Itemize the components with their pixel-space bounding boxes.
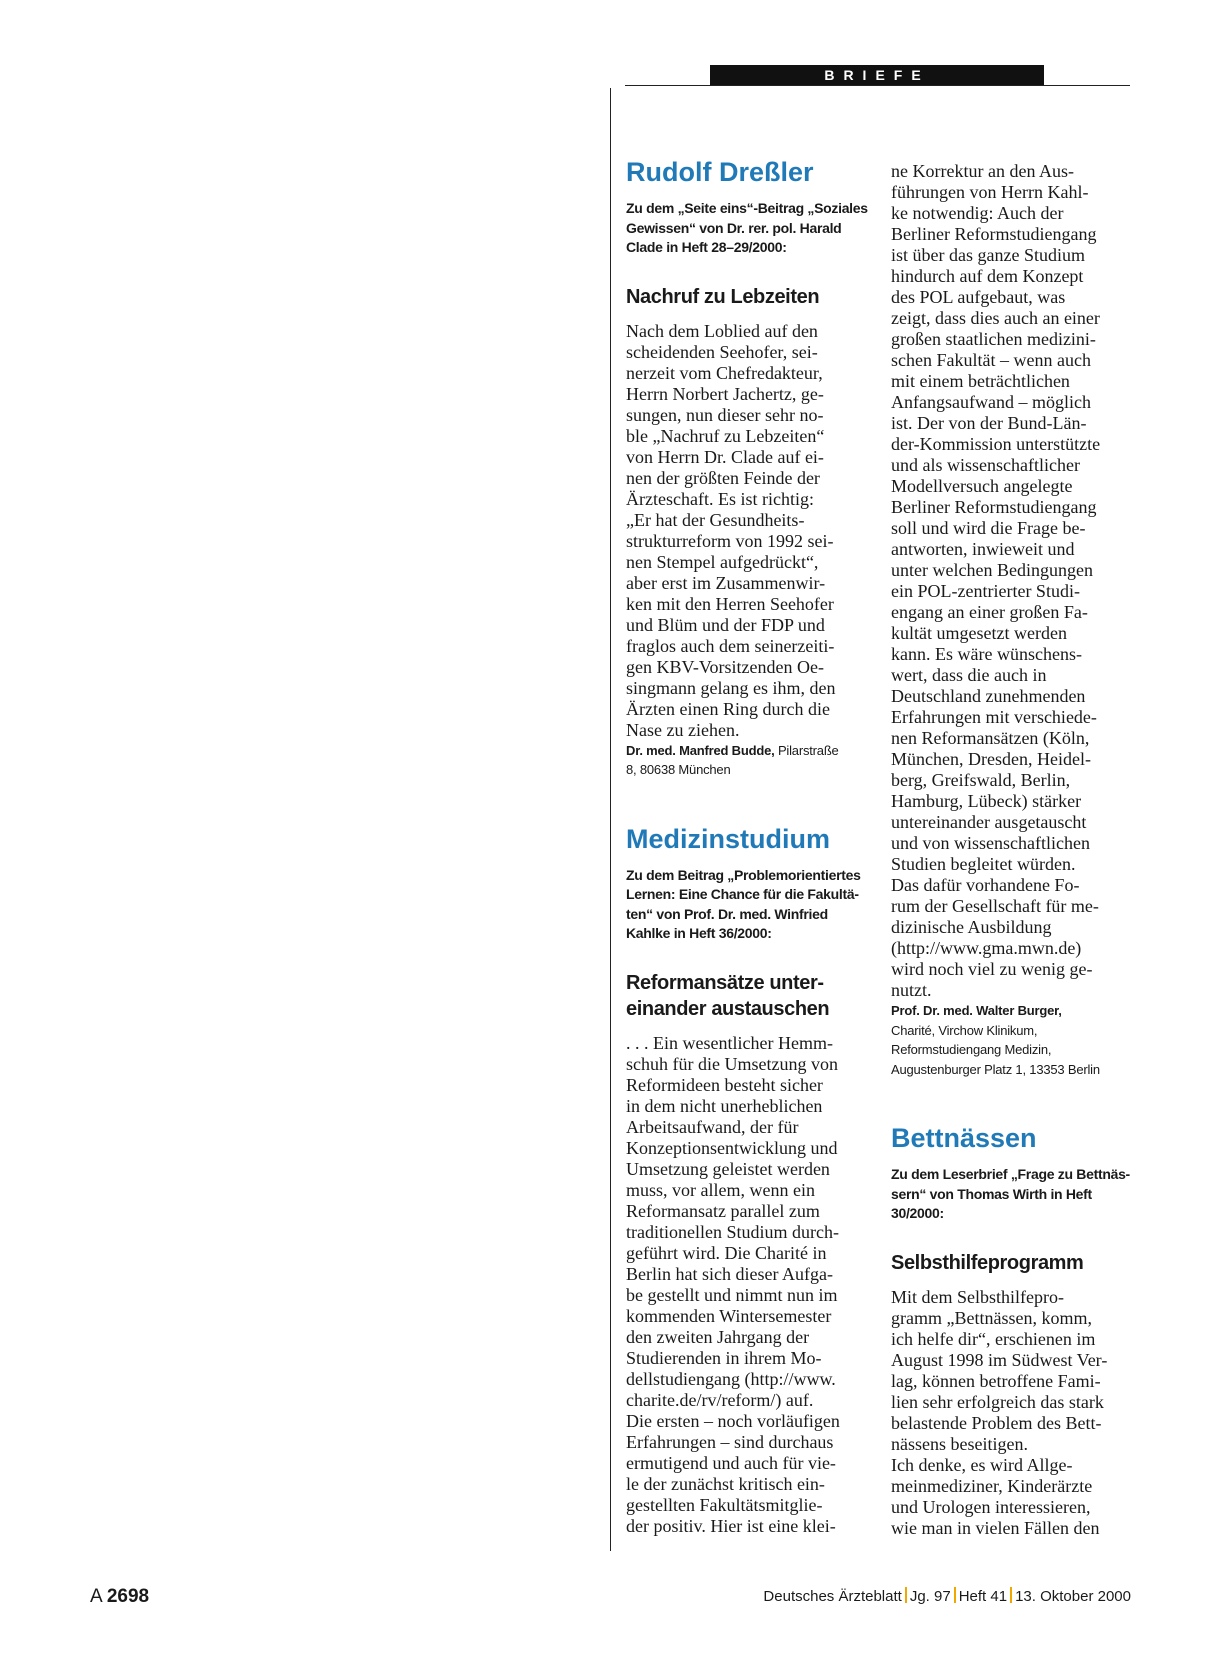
text-line: wie man in vielen Fällen den <box>891 1517 1100 1538</box>
text-line: ble „Nachruf zu Lebzeiten“ <box>626 425 825 446</box>
article-2-signature-line-2: Reformstudiengang Medizin, <box>891 1042 1052 1057</box>
footer-separator <box>1010 1587 1012 1603</box>
article-1-title: Rudolf Dreßler <box>626 157 814 187</box>
column-1 <box>626 155 866 1537</box>
text-line: nen Stempel aufgedrückt“, <box>626 551 819 572</box>
text-line: antworten, inwieweit und <box>891 539 1075 559</box>
article-2-body-part-1 <box>626 1033 866 1537</box>
text-line: Herrn Norbert Jachertz, ge- <box>626 383 824 404</box>
article-1-intro <box>626 199 866 258</box>
text-line: „Er hat der Gesundheits- <box>626 509 805 530</box>
article-1-body <box>626 321 866 741</box>
text-line: Deutschland zunehmenden <box>891 686 1086 706</box>
article-1-signature <box>626 741 866 780</box>
text-line: zeigt, dass dies auch an einer <box>891 308 1100 328</box>
text-line: Ärzten einen Ring durch die <box>626 698 830 719</box>
text-line: Kahlke in Heft 36/2000: <box>626 925 772 941</box>
text-line: aber erst im Zusammenwir- <box>626 572 826 593</box>
article-3-intro <box>891 1165 1131 1224</box>
text-line: nerzeit vom Chefredakteur, <box>626 362 823 383</box>
article-3-body <box>891 1287 1131 1539</box>
text-line: den zweiten Jahrgang der <box>626 1326 810 1347</box>
text-line: ke notwendig: Auch der <box>891 203 1064 223</box>
text-line: Umsetzung geleistet werden <box>626 1158 830 1179</box>
article-1-signature-name: Dr. med. Manfred Budde, <box>626 742 775 758</box>
text-line: ich helfe dir“, erschienen im <box>891 1328 1096 1349</box>
text-line: sungen, nun dieser sehr no- <box>626 404 824 425</box>
text-line: ne Korrektur an den Aus- <box>891 161 1074 181</box>
text-line: unter welchen Bedingungen <box>891 560 1093 580</box>
journal-volume: Jg. 97 <box>909 1588 951 1605</box>
article-2-signature-line-3: Augustenburger Platz 1, 13353 Berlin <box>891 1061 1100 1077</box>
text-line: Modellversuch angelegte <box>891 476 1073 496</box>
text-line: schuh für die Umsetzung von <box>626 1053 838 1074</box>
text-line: rum der Gesellschaft für me- <box>891 896 1099 916</box>
text-line: Konzeptionsentwicklung und <box>626 1137 838 1158</box>
text-line: (http://www.gma.mwn.de) <box>891 938 1082 958</box>
text-line: einander austauschen <box>626 997 830 1020</box>
text-line: strukturreform von 1992 sei- <box>626 530 834 551</box>
article-1-subtitle <box>626 284 866 310</box>
text-line: und Blüm und der FDP und <box>626 614 825 635</box>
article-2-title: Medizinstudium <box>626 823 830 854</box>
text-line: soll und wird die Frage be- <box>891 518 1086 538</box>
footer-separator <box>954 1587 956 1603</box>
article-2-intro <box>626 866 866 944</box>
text-line: nen der größten Feinde der <box>626 467 820 488</box>
text-line: ten“ von Prof. Dr. med. Winfried <box>626 905 828 922</box>
footer-separator <box>905 1587 907 1603</box>
text-line: Reformansatz parallel zum <box>626 1200 820 1221</box>
text-line: Berliner Reformstudiengang <box>891 497 1097 517</box>
page-prefix: A <box>90 1586 103 1607</box>
text-line: nässens beseitigen. <box>891 1433 1028 1454</box>
article-2-signature <box>891 1001 1131 1079</box>
page-number <box>90 1586 149 1608</box>
text-line: und von wissenschaftlichen <box>891 833 1090 853</box>
text-line: ken mit den Herren Seehofer <box>626 593 834 614</box>
text-line: belastende Problem des Bett- <box>891 1412 1102 1433</box>
text-line: Reformansätze unter- <box>626 971 824 994</box>
text-line: München, Dresden, Heidel- <box>891 749 1091 769</box>
journal-date: 13. Oktober 2000 <box>1015 1588 1131 1605</box>
text-line: wird noch viel zu wenig ge- <box>891 959 1093 979</box>
journal-info <box>763 1586 1131 1608</box>
text-line: Das dafür vorhandene Fo- <box>891 875 1080 895</box>
article-2-body-part-2 <box>891 161 1131 1001</box>
text-line: ein POL-zentrierter Studi- <box>891 581 1080 601</box>
text-line: muss, vor allem, wenn ein <box>626 1179 815 1200</box>
text-line: Nase zu ziehen. <box>626 719 740 740</box>
text-line: traditionellen Studium durch- <box>626 1221 839 1242</box>
text-line: in dem nicht unerheblichen <box>626 1095 823 1116</box>
column-2 <box>891 161 1131 1539</box>
text-line: kommenden Wintersemester <box>626 1305 832 1326</box>
text-line: gramm „Bettnässen, komm, <box>891 1307 1092 1328</box>
text-line: Erfahrungen – sind durchaus <box>626 1431 834 1452</box>
text-line: lien sehr erfolgreich das stark <box>891 1391 1104 1412</box>
text-line: Zu dem „Seite eins“-Beitrag „Soziales <box>626 200 868 216</box>
text-line: hindurch auf dem Konzept <box>891 266 1084 286</box>
text-line: Zu dem Beitrag „Problemorientiertes <box>626 866 861 883</box>
text-line: Studierenden in ihrem Mo- <box>626 1347 822 1368</box>
text-line: 30/2000: <box>891 1205 944 1221</box>
text-line: Lernen: Eine Chance für die Fakultä- <box>626 886 859 902</box>
text-line: Nachruf zu Lebzeiten <box>626 285 820 308</box>
text-line: singmann gelang es ihm, den <box>626 677 836 698</box>
text-line: Berlin hat sich dieser Aufga- <box>626 1263 833 1284</box>
text-line: ist. Der von der Bund-Län- <box>891 413 1087 433</box>
text-line: fraglos auch dem seinerzeiti- <box>626 635 835 656</box>
text-line: gen KBV-Vorsitzenden Oe- <box>626 656 824 677</box>
text-line: Ärzteschaft. Es ist richtig: <box>626 488 814 509</box>
text-line: Hamburg, Lübeck) stärker <box>891 791 1082 811</box>
text-line: berg, Greifswald, Berlin, <box>891 770 1071 790</box>
text-line: Berliner Reformstudiengang <box>891 224 1097 244</box>
text-line: Selbsthilfeprogramm <box>891 1251 1084 1274</box>
text-line: ist über das ganze Studium <box>891 245 1085 265</box>
article-1-signature-line-1: Pilarstraße <box>774 742 839 758</box>
text-line: ermutigend und auch für vie- <box>626 1452 836 1473</box>
text-line: Anfangsaufwand – möglich <box>891 392 1091 412</box>
text-line: Arbeitsaufwand, der für <box>626 1116 799 1137</box>
text-line: Ich denke, es wird Allge- <box>891 1454 1073 1475</box>
text-line: le der zunächst kritisch ein- <box>626 1473 825 1494</box>
text-line: schen Fakultät – wenn auch <box>891 350 1091 370</box>
text-line: engang an einer großen Fa- <box>891 602 1088 622</box>
text-line: untereinander ausgetauscht <box>891 812 1087 832</box>
text-line: der-Kommission unterstützte <box>891 434 1101 454</box>
text-line: Reformideen besteht sicher <box>626 1074 823 1095</box>
text-line: meinmediziner, Kinderärzte <box>891 1475 1093 1496</box>
text-line: wert, dass die auch in <box>891 665 1047 685</box>
journal-name: Deutsches Ärzteblatt <box>763 1588 902 1605</box>
text-line: dizinische Ausbildung <box>891 917 1052 937</box>
article-3-title: Bettnässen <box>891 1123 1037 1153</box>
text-line: geführt wird. Die Charité in <box>626 1242 827 1263</box>
article-3-subtitle <box>891 1250 1131 1276</box>
journal-issue: Heft 41 <box>958 1588 1008 1605</box>
text-line: von Herrn Dr. Clade auf ei- <box>626 446 824 467</box>
section-label: BRIEFE <box>710 65 1044 86</box>
text-line: be gestellt und nimmt nun im <box>626 1284 838 1305</box>
text-line: Studien begleitet würden. <box>891 854 1076 874</box>
text-line: Gewissen“ von Dr. rer. pol. Harald <box>626 219 842 236</box>
text-line: . . . Ein wesentlicher Hemm- <box>626 1032 833 1053</box>
text-line: kultät umgesetzt werden <box>891 623 1067 643</box>
text-line: nutzt. <box>891 980 932 1000</box>
text-line: und Urologen interessieren, <box>891 1496 1091 1517</box>
text-line: Clade in Heft 28–29/2000: <box>626 239 787 255</box>
text-line: Erfahrungen mit verschiede- <box>891 707 1097 727</box>
text-line: August 1998 im Südwest Ver- <box>891 1349 1108 1370</box>
text-line: charite.de/rv/reform/) auf. <box>626 1389 814 1410</box>
text-line: und als wissenschaftlicher <box>891 455 1080 475</box>
column-rule <box>610 88 611 1551</box>
text-line: Zu dem Leserbrief „Frage zu Bettnäs- <box>891 1166 1130 1182</box>
text-line: mit einem beträchtlichen <box>891 371 1070 391</box>
text-line: Mit dem Selbsthilfepro- <box>891 1286 1064 1307</box>
text-line: dellstudiengang (http://www. <box>626 1368 836 1389</box>
text-line: Nach dem Loblied auf den <box>626 320 818 341</box>
text-line: der positiv. Hier ist eine klei- <box>626 1515 836 1536</box>
text-line: gestellten Fakultätsmitglie- <box>626 1494 823 1515</box>
text-line: Die ersten – noch vorläufigen <box>626 1410 840 1431</box>
article-2-signature-name: Prof. Dr. med. Walter Burger, <box>891 1003 1062 1018</box>
text-line: führungen von Herrn Kahl- <box>891 182 1089 202</box>
text-line: des POL aufgebaut, was <box>891 287 1066 307</box>
text-line: großen staatlichen medizini- <box>891 329 1096 349</box>
article-1-signature-line-2: 8, 80638 München <box>626 762 731 777</box>
article-2-subtitle <box>626 970 866 1022</box>
text-line: nen Reformansätzen (Köln, <box>891 728 1090 748</box>
top-rule <box>625 85 1130 86</box>
article-2-signature-line-1: Charité, Virchow Klinikum, <box>891 1022 1038 1038</box>
text-line: sern“ von Thomas Wirth in Heft <box>891 1185 1092 1202</box>
text-line: scheidenden Seehofer, sei- <box>626 341 818 362</box>
text-line: kann. Es wäre wünschens- <box>891 644 1082 664</box>
text-line: lag, können betroffene Fami- <box>891 1370 1101 1391</box>
page-number-value: 2698 <box>106 1586 150 1607</box>
